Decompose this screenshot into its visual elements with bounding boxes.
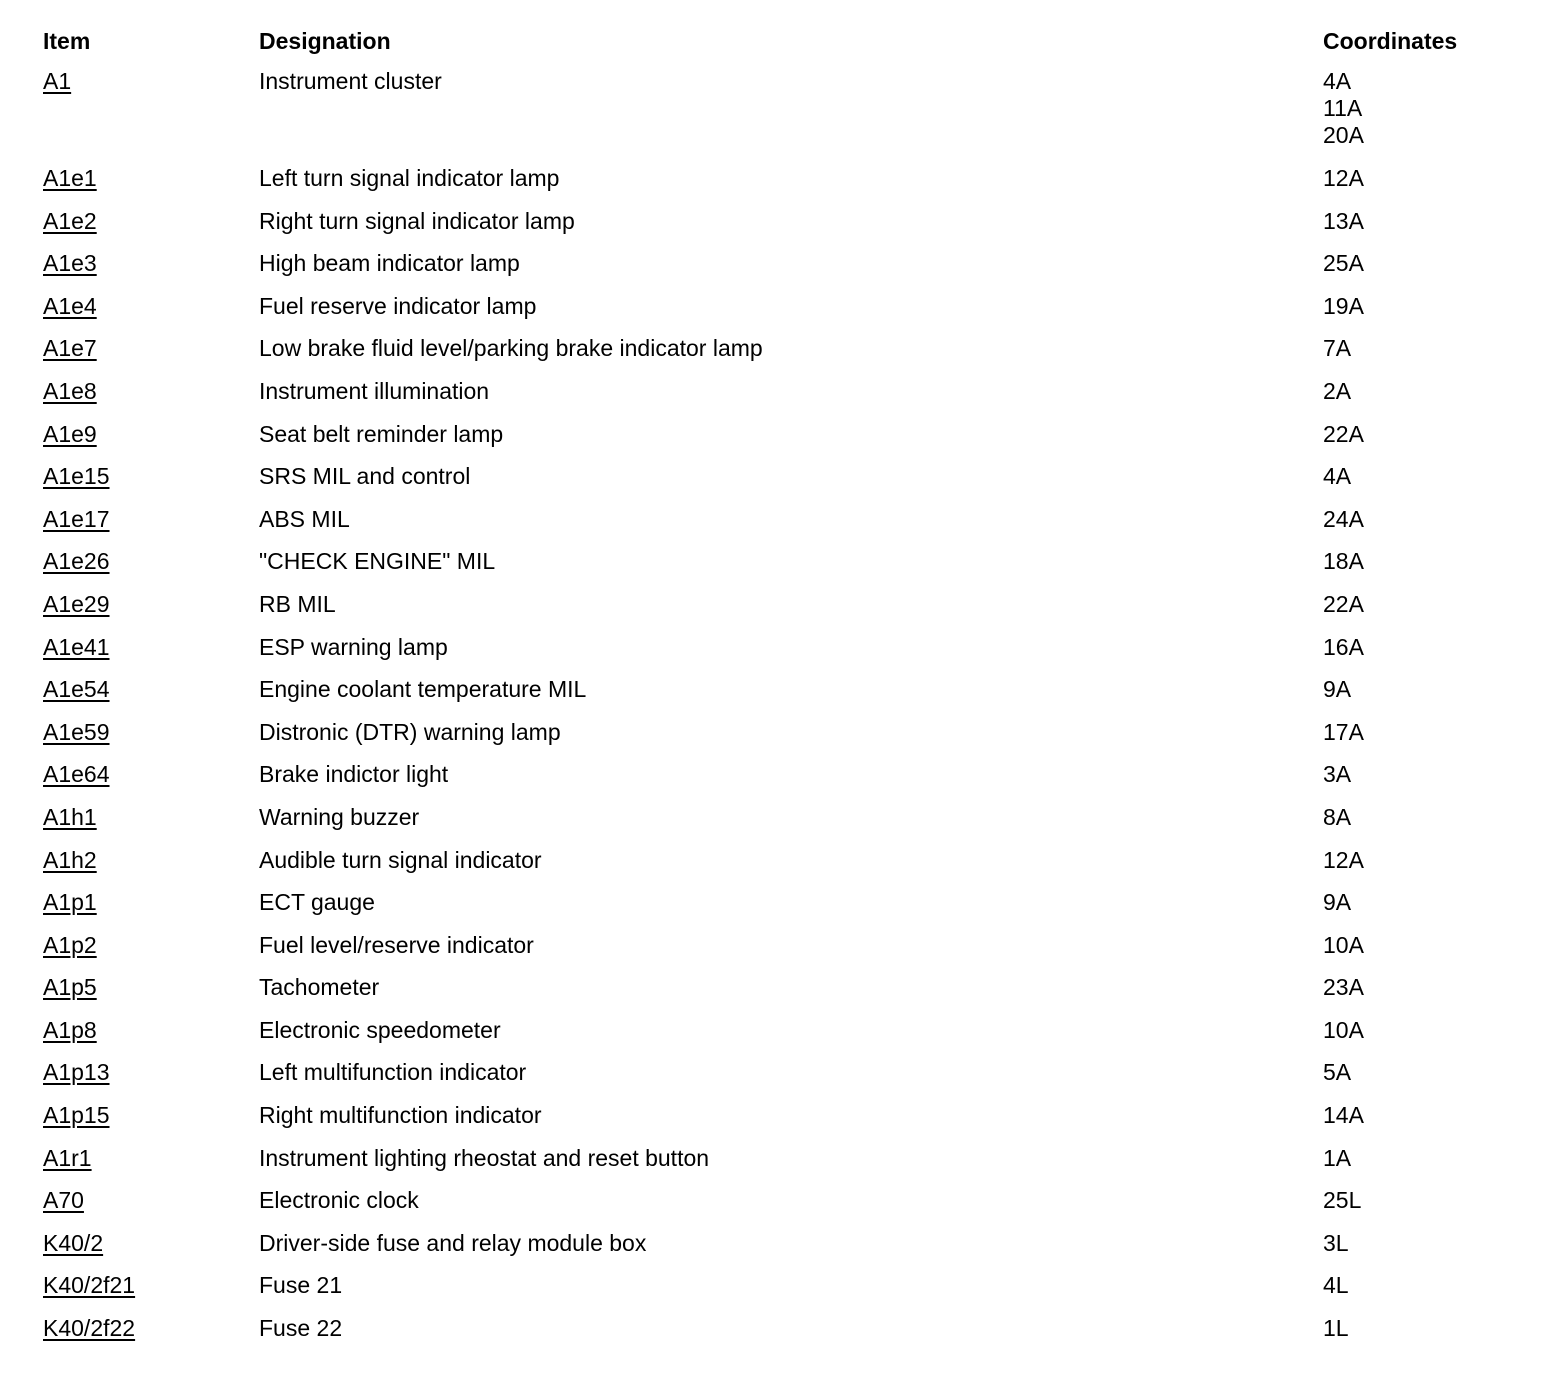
coordinate-value: 18A [1323,548,1364,575]
coordinate-value: 13A [1323,207,1364,234]
table-row [43,1230,1543,1273]
table-row [43,1145,1543,1188]
table-row [43,208,1543,251]
item-link[interactable]: A1p13 [43,1059,110,1086]
coordinate-value: 3A [1323,761,1352,788]
designation-cell: Distronic (DTR) warning lamp [259,718,561,745]
designation-cell: ESP warning lamp [259,633,448,660]
coordinate-value: 10A [1323,931,1364,958]
item-link[interactable]: A1e4 [43,292,97,319]
coordinate-value: 11A [1323,95,1363,121]
item-link[interactable]: A1e59 [43,718,110,745]
coordinate-value: 24A [1323,505,1364,532]
coordinates-cell [1323,974,1543,1001]
table-row [43,1187,1543,1230]
item-cell [43,421,259,448]
item-cell [43,932,259,959]
table-row [43,1017,1543,1060]
table-row [43,591,1543,634]
coordinates-cell [1323,250,1543,277]
table-row [43,68,1543,165]
coordinates-cell [1323,1017,1543,1044]
item-cell [43,463,259,490]
item-cell [43,165,259,192]
table-row [43,847,1543,890]
item-cell [43,548,259,575]
designation-column-header: Designation [259,28,391,54]
item-link[interactable]: A1e29 [43,590,110,617]
item-link[interactable]: A1e2 [43,207,97,234]
coordinates-cell [1323,463,1543,490]
coordinates-cell [1323,548,1543,575]
table-row [43,165,1543,208]
designation-cell: Fuse 22 [259,1315,343,1342]
item-cell [43,378,259,405]
coordinate-value: 20A [1323,122,1364,148]
designation-cell: ECT gauge [259,889,375,916]
item-cell [43,719,259,746]
designation-cell: Warning buzzer [259,803,420,830]
table-header [43,25,1543,57]
coordinate-value: 5A [1323,1059,1352,1086]
designation-cell: Electronic speedometer [259,1016,501,1043]
item-cell [43,1272,259,1299]
item-cell [43,506,259,533]
coordinate-value: 1L [1323,1315,1349,1342]
coordinates-cell [1323,506,1543,533]
coordinates-cell [1323,804,1543,831]
designation-cell: High beam indicator lamp [259,250,520,277]
item-link[interactable]: A1p1 [43,889,97,916]
item-link[interactable]: A1h1 [43,803,97,830]
coordinates-cell [1323,165,1543,192]
item-link[interactable]: A1e54 [43,676,110,703]
coordinate-value: 9A [1323,676,1352,703]
designation-cell: Right turn signal indicator lamp [259,207,575,234]
designation-cell: Right multifunction indicator [259,1102,542,1129]
designation-cell: Instrument lighting rheostat and reset button [259,1144,710,1171]
item-link[interactable]: A1e7 [43,335,97,362]
item-cell [43,676,259,703]
coordinates-cell [1323,208,1543,235]
item-cell [43,1017,259,1044]
designation-cell: "CHECK ENGINE" MIL [259,548,496,575]
table-row [43,889,1543,932]
item-cell [43,591,259,618]
designation-cell: Instrument illumination [259,377,490,404]
item-link[interactable]: A1p15 [43,1102,110,1129]
designation-cell: Tachometer [259,974,380,1001]
coordinates-cell [1323,1315,1543,1342]
coordinate-value: 10A [1323,1016,1364,1043]
coordinates-cell [1323,68,1543,149]
designation-cell: Fuel reserve indicator lamp [259,292,537,319]
item-link[interactable]: A1e9 [43,420,97,447]
item-link[interactable]: K40/2f21 [43,1272,136,1299]
item-cell [43,1187,259,1214]
table-row [43,506,1543,549]
designation-cell: Driver-side fuse and relay module box [259,1229,647,1256]
item-link[interactable]: A1p8 [43,1016,97,1043]
coordinate-value: 7A [1323,335,1352,362]
item-cell [43,889,259,916]
designation-cell: Seat belt reminder lamp [259,420,504,447]
coordinate-value: 16A [1323,633,1364,660]
coordinates-cell [1323,421,1543,448]
coordinate-value: 8A [1323,803,1352,830]
item-cell [43,847,259,874]
coordinate-value: 9A [1323,889,1352,916]
coordinate-value: 25L [1323,1187,1362,1214]
table-row [43,463,1543,506]
coordinates-cell [1323,1230,1543,1257]
coordinates-cell [1323,847,1543,874]
table-row [43,1059,1543,1102]
coordinate-value: 4L [1323,1272,1349,1299]
component-legend-table [43,25,1543,1358]
item-cell [43,1145,259,1172]
coordinate-value: 4A [1323,463,1352,490]
item-link[interactable]: A1e17 [43,505,110,532]
table-row [43,335,1543,378]
coordinates-cell [1323,634,1543,661]
table-row [43,1102,1543,1145]
item-cell [43,1230,259,1257]
table-row [43,761,1543,804]
coordinate-value: 4A [1323,68,1352,94]
coordinate-value: 22A [1323,590,1364,617]
table-row [43,250,1543,293]
table-row [43,932,1543,975]
coordinates-cell [1323,293,1543,320]
coordinate-value: 12A [1323,846,1364,873]
coordinates-cell [1323,378,1543,405]
table-row [43,804,1543,847]
coordinate-value: 12A [1323,165,1364,191]
coordinate-value: 22A [1323,420,1364,447]
item-cell [43,804,259,831]
item-link[interactable]: A1e26 [43,548,110,575]
coordinates-cell [1323,1145,1543,1172]
designation-cell: Low brake fluid level/parking brake indicator lamp [259,335,763,362]
designation-cell: Electronic clock [259,1187,419,1214]
coordinate-value: 19A [1323,292,1364,319]
item-link[interactable]: K40/2 [43,1229,104,1256]
table-row [43,1272,1543,1315]
coordinate-value: 1A [1323,1144,1352,1171]
item-cell [43,335,259,362]
designation-cell: Left multifunction indicator [259,1059,527,1086]
designation-cell: Left turn signal indicator lamp [259,165,560,191]
item-link[interactable]: A1e8 [43,377,97,404]
coordinate-value: 17A [1323,718,1364,745]
item-cell [43,293,259,320]
coordinates-cell [1323,1187,1543,1214]
item-cell [43,974,259,1001]
coordinates-cell [1323,932,1543,959]
item-link[interactable]: A1e15 [43,463,110,490]
item-link[interactable]: A1e41 [43,633,110,660]
coordinates-cell [1323,889,1543,916]
designation-cell: Fuel level/reserve indicator [259,931,534,958]
item-cell [43,208,259,235]
item-cell [43,1315,259,1342]
table-row [43,676,1543,719]
item-link[interactable]: A1h2 [43,846,97,873]
item-cell [43,1059,259,1086]
item-link[interactable]: A70 [43,1187,84,1214]
item-link[interactable]: A1p2 [43,931,97,958]
item-cell [43,250,259,277]
table-row [43,548,1543,591]
coordinates-cell [1323,1059,1543,1086]
table-row [43,1315,1543,1358]
table-row [43,378,1543,421]
table-row [43,293,1543,336]
coordinates-cell [1323,719,1543,746]
designation-cell: Instrument cluster [259,68,442,94]
coordinate-value: 2A [1323,377,1352,404]
table-row [43,421,1543,464]
coordinates-cell [1323,335,1543,362]
designation-cell: Brake indictor light [259,761,449,788]
item-link[interactable]: K40/2f22 [43,1315,136,1342]
coordinates-cell [1323,591,1543,618]
coordinates-cell [1323,1102,1543,1129]
item-cell [43,68,259,95]
table-body [43,68,1543,1358]
item-link[interactable]: A1 [43,68,72,94]
coordinate-value: 25A [1323,250,1364,277]
item-column-header: Item [43,28,91,54]
coordinates-cell [1323,761,1543,788]
item-cell [43,634,259,661]
item-link[interactable]: A1e64 [43,761,110,788]
table-row [43,634,1543,677]
coordinate-value: 23A [1323,974,1364,1001]
designation-cell: SRS MIL and control [259,463,471,490]
designation-cell: RB MIL [259,590,336,617]
coordinate-value: 3L [1323,1229,1349,1256]
item-link[interactable]: A1e1 [43,165,97,191]
item-link[interactable]: A1r1 [43,1144,92,1171]
item-link[interactable]: A1p5 [43,974,97,1001]
item-link[interactable]: A1e3 [43,250,97,277]
item-cell [43,1102,259,1129]
coordinate-value: 14A [1323,1102,1364,1129]
designation-cell: Fuse 21 [259,1272,343,1299]
coordinates-column-header: Coordinates [1323,28,1458,54]
table-row [43,974,1543,1017]
designation-cell: ABS MIL [259,505,350,532]
table-row [43,719,1543,762]
coordinates-cell [1323,1272,1543,1299]
item-cell [43,761,259,788]
designation-cell: Engine coolant temperature MIL [259,676,587,703]
designation-cell: Audible turn signal indicator [259,846,542,873]
coordinates-cell [1323,676,1543,703]
